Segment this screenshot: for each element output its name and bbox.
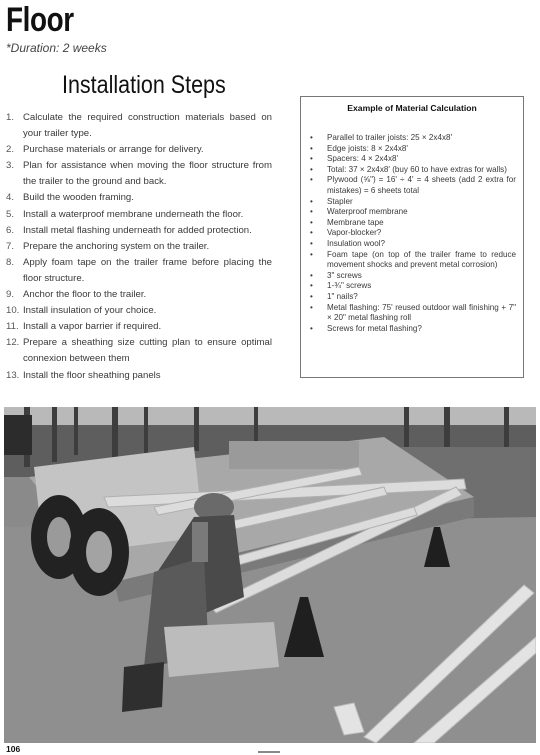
- step-number: 11.: [6, 321, 19, 333]
- page-title: Floor: [6, 1, 74, 39]
- material-item: [308, 324, 516, 335]
- material-item-text: Membrane tape: [327, 217, 384, 227]
- step-number: 5.: [6, 208, 15, 220]
- material-item-text: Foam tape (on top of the trailer frame to reduce movement shocks and prevent metal corrosion): [327, 249, 516, 270]
- material-item: [308, 303, 516, 324]
- step-item: [6, 223, 272, 239]
- step-number: 6.: [6, 224, 15, 236]
- bullet-icon: •: [310, 228, 313, 238]
- step-text: Install metal flashing underneath for added protection.: [23, 224, 252, 236]
- step-item: [6, 335, 272, 367]
- step-number: 8.: [6, 256, 15, 268]
- material-item-text: Total: 37 × 2x4x8' (buy 60 to have extras for walls): [327, 164, 507, 174]
- step-number: 9.: [6, 289, 15, 301]
- step-text: Install insulation of your choice.: [23, 305, 157, 317]
- material-item-text: Screws for metal flashing?: [327, 323, 422, 333]
- material-item: [308, 165, 516, 176]
- step-item: [6, 255, 272, 287]
- bullet-icon: •: [310, 164, 313, 174]
- step-item: [6, 239, 272, 255]
- material-item: [308, 271, 516, 282]
- step-item: [6, 190, 272, 206]
- step-number: 13.: [6, 369, 20, 381]
- duration-note: *Duration: 2 weeks: [6, 41, 107, 55]
- bullet-icon: •: [310, 143, 313, 153]
- bullet-icon: •: [310, 217, 313, 227]
- step-number: 2.: [6, 144, 15, 156]
- material-item: [308, 133, 516, 144]
- material-item: [308, 154, 516, 165]
- installation-steps-list: [6, 110, 272, 384]
- step-text: Plan for assistance when moving the floor structure from the trailer to the ground and back.: [23, 160, 272, 188]
- step-text: Prepare a sheathing size cutting plan to ensure optimal connexion between them: [23, 337, 272, 365]
- bullet-icon: •: [310, 302, 313, 312]
- step-number: 1.: [6, 112, 15, 123]
- bullet-icon: •: [310, 270, 313, 280]
- step-number: 4.: [6, 192, 15, 204]
- step-item: [6, 303, 272, 319]
- bullet-icon: •: [310, 207, 313, 217]
- bullet-icon: •: [310, 249, 313, 259]
- material-item: [308, 197, 516, 208]
- step-item: [6, 368, 272, 384]
- material-item: [308, 144, 516, 155]
- material-item-text: Stapler: [327, 196, 353, 206]
- material-item: [308, 218, 516, 229]
- step-number: 7.: [6, 240, 15, 252]
- bullet-icon: •: [310, 238, 313, 248]
- step-text: Calculate the required construction materials based on your trailer type.: [23, 112, 272, 140]
- step-text: Anchor the floor to the trailer.: [23, 289, 147, 301]
- step-item: [6, 110, 272, 142]
- step-item: [6, 319, 272, 335]
- material-item-text: 3" screws: [327, 270, 362, 280]
- material-item-text: 1" nails?: [327, 291, 358, 301]
- material-item-text: Parallel to trailer joists: 25 × 2x4x8': [327, 133, 453, 142]
- material-item: [308, 228, 516, 239]
- material-item-text: Vapor-blocker?: [327, 228, 382, 238]
- bullet-icon: •: [310, 154, 313, 164]
- step-text: Install a vapor barrier if required.: [23, 321, 162, 333]
- step-text: Prepare the anchoring system on the trailer.: [23, 240, 210, 252]
- step-number: 10.: [6, 305, 20, 317]
- material-item: [308, 281, 516, 292]
- step-text: Build the wooden framing.: [23, 192, 134, 204]
- bullet-icon: •: [310, 133, 313, 142]
- material-item-text: Spacers: 4 × 2x4x8': [327, 154, 399, 164]
- bullet-icon: •: [310, 281, 313, 291]
- material-item: [308, 207, 516, 218]
- material-calculation-box: [300, 96, 524, 378]
- material-item-text: Metal flashing: 75' reused outdoor wall finishing + 7" × 20" metal flashing roll: [327, 302, 516, 323]
- material-item: [308, 175, 516, 196]
- material-calculation-list: [308, 133, 516, 334]
- material-item-text: Insulation wool?: [327, 238, 386, 248]
- bullet-icon: •: [310, 291, 313, 301]
- material-item: [308, 250, 516, 271]
- page-number: 106: [6, 744, 21, 754]
- step-text: Purchase materials or arrange for delivery.: [23, 144, 204, 156]
- installation-steps-heading: Installation Steps: [62, 71, 226, 99]
- material-calculation-title: Example of Material Calculation: [347, 103, 477, 113]
- material-item-text: Waterproof membrane: [327, 207, 408, 217]
- step-text: Install the floor sheathing panels: [23, 369, 161, 381]
- step-item: [6, 142, 272, 158]
- footer-mark: [258, 751, 280, 753]
- step-text: Apply foam tape on the trailer frame before placing the floor structure.: [23, 256, 272, 284]
- material-item-text: Plywood (⅝") = 16' ÷ 4' = 4 sheets (add 2 extra for mistakes) = 6 sheets total: [327, 175, 516, 195]
- step-number: 12.: [6, 337, 20, 349]
- step-item: [6, 287, 272, 303]
- step-number: 3.: [6, 160, 15, 172]
- bullet-icon: •: [310, 175, 313, 185]
- trailer-floor-photo: [4, 407, 536, 743]
- material-item: [308, 239, 516, 250]
- bullet-icon: •: [310, 323, 313, 333]
- material-item-text: Edge joists: 8 × 2x4x8': [327, 143, 408, 153]
- step-item: [6, 158, 272, 190]
- material-item: [308, 292, 516, 303]
- step-text: Install a waterproof membrane underneath the floor.: [23, 208, 244, 220]
- material-item-text: 1-¾" screws: [327, 281, 372, 291]
- step-item: [6, 207, 272, 223]
- bullet-icon: •: [310, 196, 313, 206]
